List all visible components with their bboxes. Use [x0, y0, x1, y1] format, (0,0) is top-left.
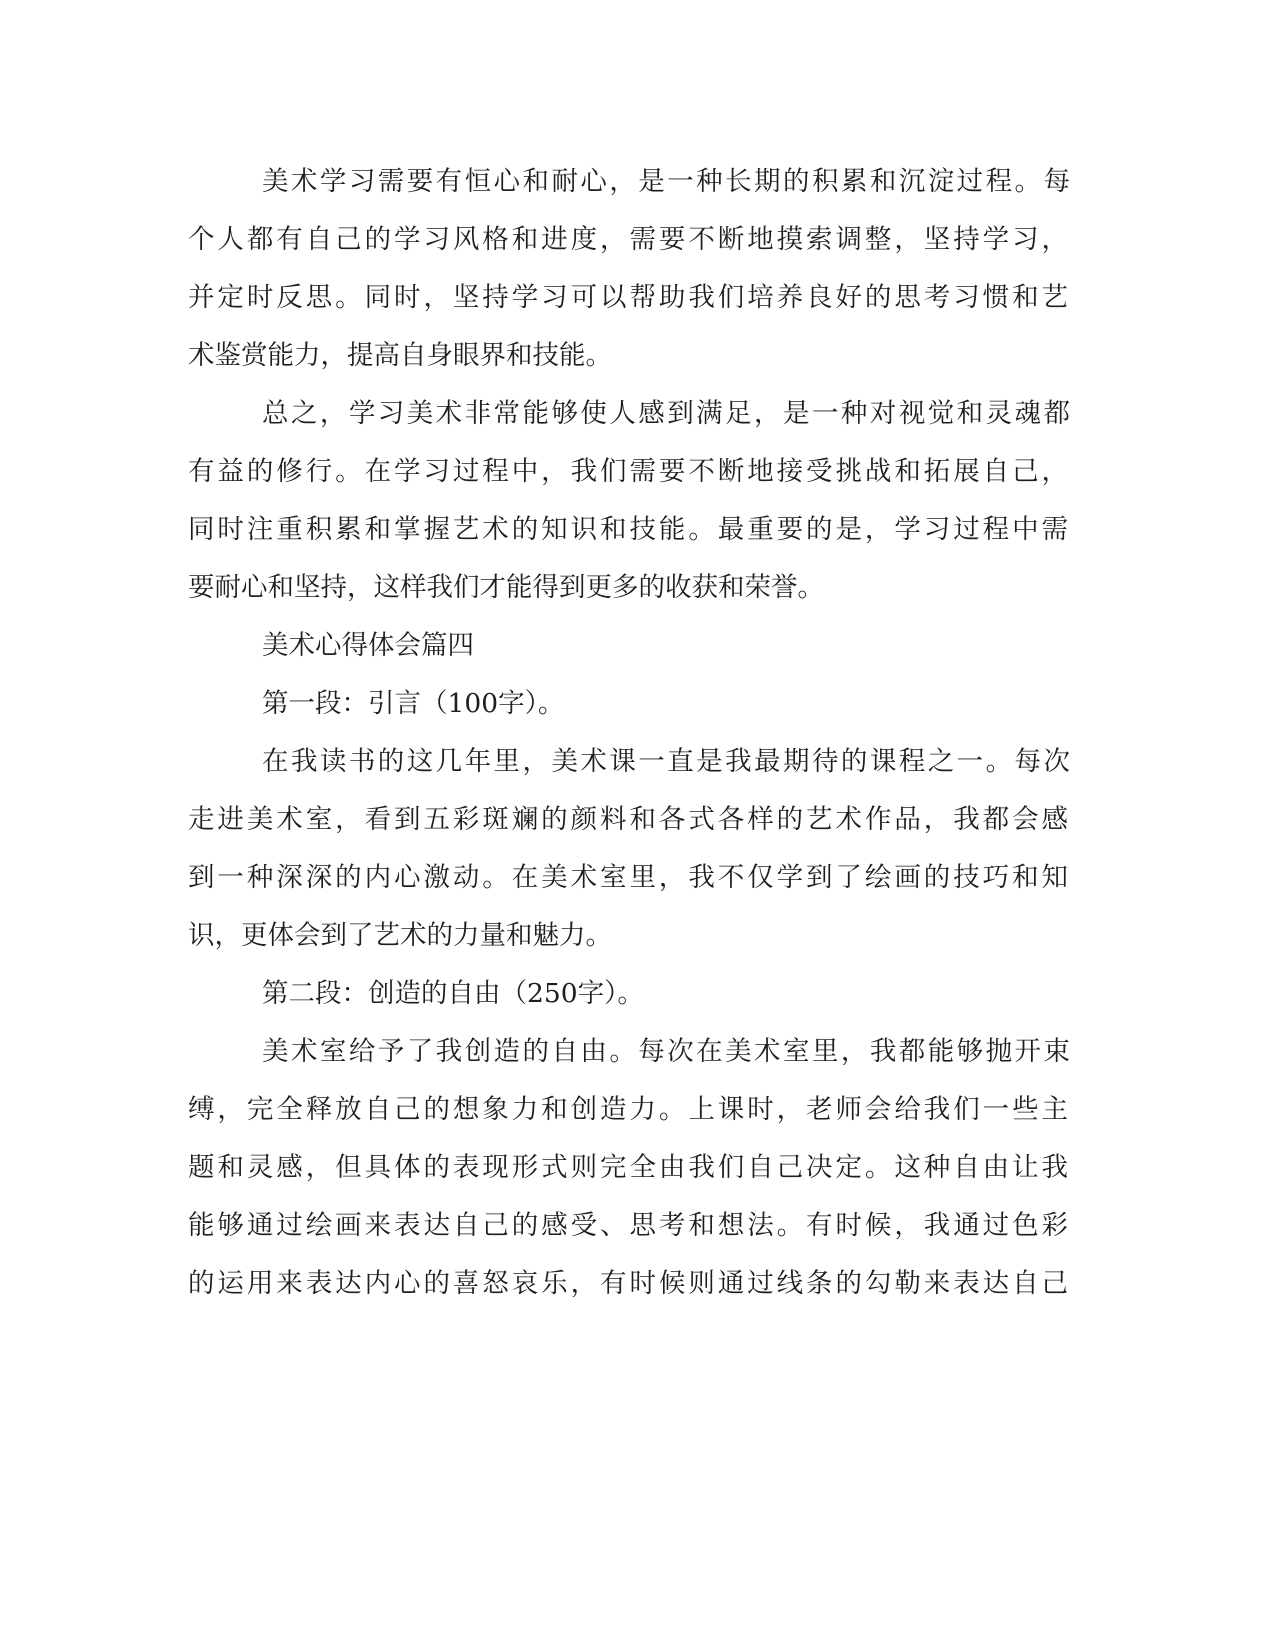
paragraph-line: 并定时反思。同时，坚持学习可以帮助我们培养良好的思考习惯和艺: [188, 282, 1068, 313]
paragraph-line: 能够通过绘画来表达自己的感受、思考和想法。有时候，我通过色彩: [188, 1210, 1068, 1241]
section-heading: 美术心得体会篇四: [262, 630, 474, 661]
section-subheading: 第一段：引言（100字）。: [262, 688, 565, 719]
paragraph-line: 缚，完全释放自己的想象力和创造力。上课时，老师会给我们一些主: [188, 1094, 1068, 1125]
paragraph-line: 要耐心和坚持，这样我们才能得到更多的收获和荣誉。: [188, 572, 824, 603]
paragraph-line: 有益的修行。在学习过程中，我们需要不断地接受挑战和拓展自己，: [188, 456, 1068, 487]
paragraph-line: 个人都有自己的学习风格和进度，需要不断地摸索调整，坚持学习，: [188, 224, 1068, 255]
paragraph-line: 美术学习需要有恒心和耐心，是一种长期的积累和沉淀过程。每: [262, 166, 1070, 197]
paragraph-line: 到一种深深的内心激动。在美术室里，我不仅学到了绘画的技巧和知: [188, 862, 1068, 893]
paragraph-line: 总之，学习美术非常能够使人感到满足，是一种对视觉和灵魂都: [262, 398, 1070, 429]
paragraph-line: 题和灵感，但具体的表现形式则完全由我们自己决定。这种自由让我: [188, 1152, 1068, 1183]
paragraph-line: 的运用来表达内心的喜怒哀乐，有时候则通过线条的勾勒来表达自己: [188, 1268, 1068, 1299]
paragraph-line: 在我读书的这几年里，美术课一直是我最期待的课程之一。每次: [262, 746, 1070, 777]
paragraph-line: 识，更体会到了艺术的力量和魅力。: [188, 920, 612, 951]
paragraph-line: 美术室给予了我创造的自由。每次在美术室里，我都能够抛开束: [262, 1036, 1070, 1067]
paragraph-line: 同时注重积累和掌握艺术的知识和技能。最重要的是，学习过程中需: [188, 514, 1068, 545]
section-subheading: 第二段：创造的自由（250字）。: [262, 978, 644, 1009]
paragraph-line: 术鉴赏能力，提高自身眼界和技能。: [188, 340, 612, 371]
paragraph-line: 走进美术室，看到五彩斑斓的颜料和各式各样的艺术作品，我都会感: [188, 804, 1068, 835]
